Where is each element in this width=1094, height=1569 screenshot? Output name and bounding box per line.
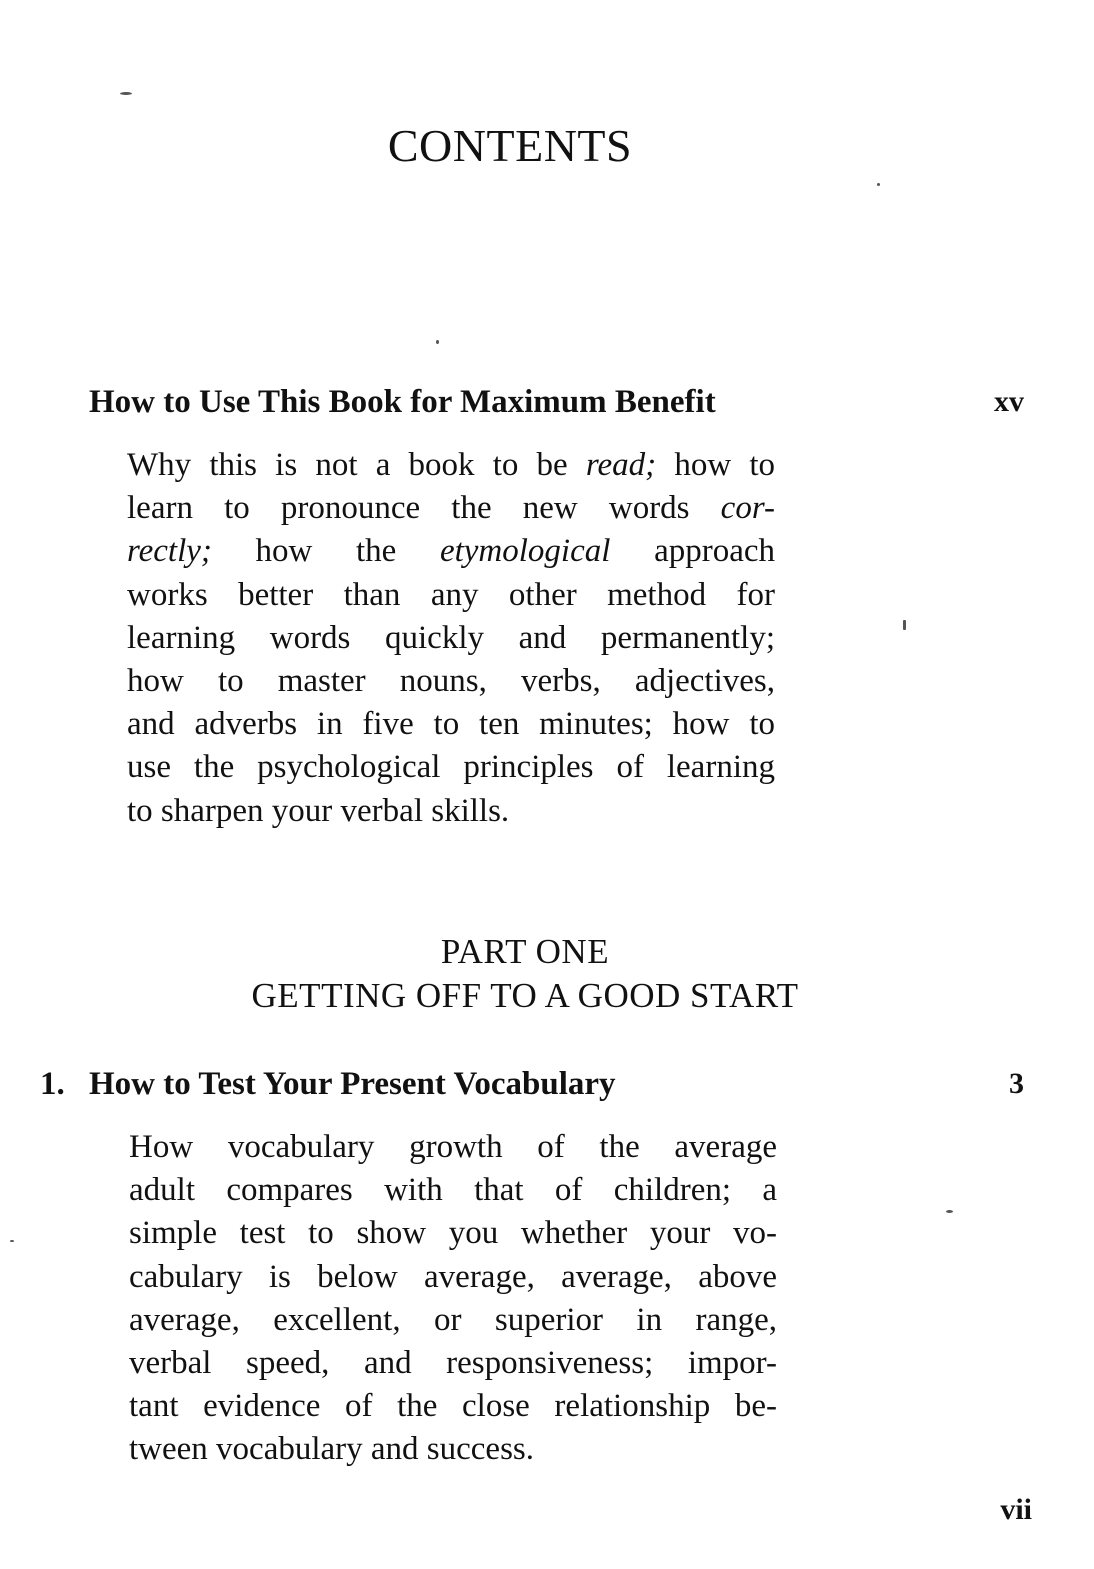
scan-speck xyxy=(120,92,132,95)
scan-speck xyxy=(436,340,439,344)
scan-speck xyxy=(10,1240,14,1242)
entry-description xyxy=(127,444,775,833)
entry-number: 1. xyxy=(40,1066,65,1102)
description-line: learning words quickly and permanently; xyxy=(127,619,775,656)
description-line: simple test to show you whether your vo- xyxy=(129,1215,777,1252)
entry-title-how-to-use: How to Use This Book for Maximum Benefit xyxy=(89,384,716,420)
description-line: tween vocabulary and success. xyxy=(129,1431,535,1468)
description-line: rectly; how the etymological approach xyxy=(127,533,775,570)
entry-page-ref: xv xyxy=(994,385,1024,418)
part-label: PART ONE xyxy=(440,932,610,971)
part-title: GETTING OFF TO A GOOD START xyxy=(251,976,799,1015)
description-line: and adverbs in five to ten minutes; how to xyxy=(127,706,775,743)
scan-speck xyxy=(877,183,880,186)
scan-speck xyxy=(946,1210,953,1213)
description-line: how to master nouns, verbs, adjectives, xyxy=(127,662,775,699)
description-line: verbal speed, and responsiveness; impor- xyxy=(129,1344,777,1381)
description-line: cabulary is below average, average, above xyxy=(129,1258,777,1295)
page-folio: vii xyxy=(1000,1493,1032,1526)
description-line: Why this is not a book to be read; how to xyxy=(127,447,776,483)
description-line: learn to pronounce the new words cor- xyxy=(127,490,775,527)
description-line: works better than any other method for xyxy=(127,576,775,613)
entry-description xyxy=(129,1126,777,1472)
description-line: average, excellent, or superior in range, xyxy=(129,1301,777,1338)
description-line: to sharpen your verbal skills. xyxy=(127,792,510,829)
entry-page-ref: 3 xyxy=(1009,1067,1024,1100)
description-line: How vocabulary growth of the average xyxy=(129,1129,777,1165)
scan-speck xyxy=(903,620,906,630)
entry-title-test-vocabulary: How to Test Your Present Vocabulary xyxy=(89,1066,616,1102)
description-line: adult compares with that of children; a xyxy=(129,1172,777,1209)
description-line: tant evidence of the close relationship be- xyxy=(129,1388,777,1425)
page-title: CONTENTS xyxy=(387,120,633,171)
description-line: use the psychological principles of learning xyxy=(127,749,775,786)
